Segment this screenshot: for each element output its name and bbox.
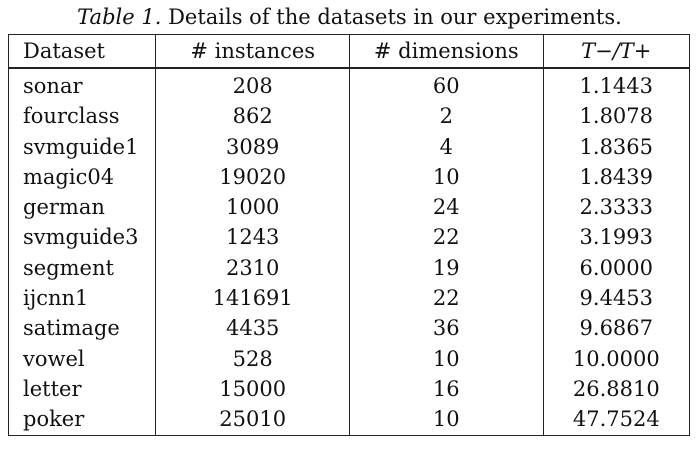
cell-dimensions: 2 bbox=[350, 101, 544, 131]
cell-dataset: german bbox=[8, 192, 156, 222]
header-row bbox=[8, 34, 690, 68]
cell-dimensions: 10 bbox=[350, 404, 544, 435]
cell-instances: 208 bbox=[156, 68, 350, 101]
cell-dataset: segment bbox=[8, 253, 156, 283]
table-caption bbox=[0, 4, 699, 30]
cell-ratio: 1.1443 bbox=[544, 68, 690, 101]
cell-dataset: ijcnn1 bbox=[8, 283, 156, 313]
table-row bbox=[8, 283, 690, 313]
cell-ratio: 9.6867 bbox=[544, 313, 690, 343]
table-row bbox=[8, 101, 690, 131]
header-instances: # instances bbox=[156, 34, 350, 68]
cell-ratio: 9.4453 bbox=[544, 283, 690, 313]
cell-ratio: 2.3333 bbox=[544, 192, 690, 222]
table-row bbox=[8, 344, 690, 374]
cell-dimensions: 24 bbox=[350, 192, 544, 222]
cell-ratio: 1.8365 bbox=[544, 132, 690, 162]
cell-dimensions: 10 bbox=[350, 344, 544, 374]
cell-dataset: fourclass bbox=[8, 101, 156, 131]
cell-instances: 19020 bbox=[156, 162, 350, 192]
cell-instances: 15000 bbox=[156, 374, 350, 404]
caption-text: Details of the datasets in our experiments. bbox=[168, 5, 622, 29]
table-row bbox=[8, 404, 690, 435]
table-body bbox=[8, 68, 690, 436]
cell-ratio: 3.1993 bbox=[544, 222, 690, 252]
cell-instances: 1243 bbox=[156, 222, 350, 252]
cell-ratio: 6.0000 bbox=[544, 253, 690, 283]
cell-dimensions: 60 bbox=[350, 68, 544, 101]
cell-instances: 528 bbox=[156, 344, 350, 374]
caption-label: Table 1. bbox=[77, 5, 162, 29]
table-row bbox=[8, 162, 690, 192]
cell-instances: 141691 bbox=[156, 283, 350, 313]
cell-instances: 3089 bbox=[156, 132, 350, 162]
cell-ratio: 10.0000 bbox=[544, 344, 690, 374]
cell-dataset: svmguide3 bbox=[8, 222, 156, 252]
cell-dataset: poker bbox=[8, 404, 156, 435]
cell-dataset: svmguide1 bbox=[8, 132, 156, 162]
cell-dataset: sonar bbox=[8, 68, 156, 101]
table-row bbox=[8, 68, 690, 101]
cell-instances: 862 bbox=[156, 101, 350, 131]
header-ratio: T−/T+ bbox=[544, 34, 690, 68]
table-row bbox=[8, 222, 690, 252]
table-row bbox=[8, 253, 690, 283]
datasets-table bbox=[8, 34, 690, 436]
table-row bbox=[8, 374, 690, 404]
header-dimensions: # dimensions bbox=[350, 34, 544, 68]
cell-dimensions: 10 bbox=[350, 162, 544, 192]
table-row bbox=[8, 132, 690, 162]
table-row bbox=[8, 313, 690, 343]
cell-dimensions: 22 bbox=[350, 283, 544, 313]
cell-dataset: satimage bbox=[8, 313, 156, 343]
cell-instances: 4435 bbox=[156, 313, 350, 343]
cell-ratio: 47.7524 bbox=[544, 404, 690, 435]
cell-ratio: 1.8439 bbox=[544, 162, 690, 192]
table-row bbox=[8, 192, 690, 222]
cell-dataset: letter bbox=[8, 374, 156, 404]
header-dataset: Dataset bbox=[8, 34, 156, 68]
cell-ratio: 26.8810 bbox=[544, 374, 690, 404]
cell-dimensions: 4 bbox=[350, 132, 544, 162]
cell-dataset: vowel bbox=[8, 344, 156, 374]
cell-instances: 25010 bbox=[156, 404, 350, 435]
cell-dimensions: 22 bbox=[350, 222, 544, 252]
cell-dataset: magic04 bbox=[8, 162, 156, 192]
cell-ratio: 1.8078 bbox=[544, 101, 690, 131]
cell-instances: 2310 bbox=[156, 253, 350, 283]
cell-instances: 1000 bbox=[156, 192, 350, 222]
cell-dimensions: 36 bbox=[350, 313, 544, 343]
cell-dimensions: 16 bbox=[350, 374, 544, 404]
cell-dimensions: 19 bbox=[350, 253, 544, 283]
